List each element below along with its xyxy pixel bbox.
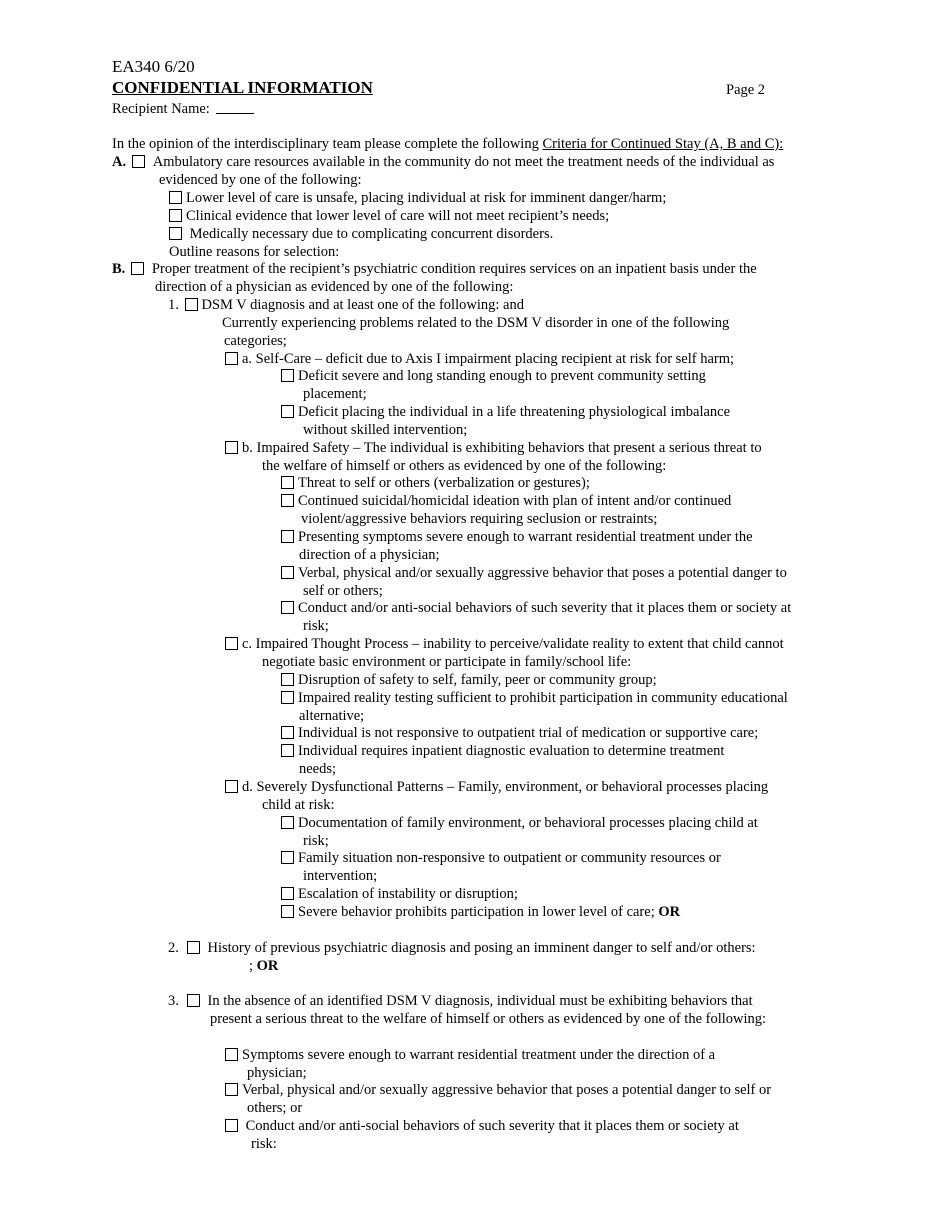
item-1-text: DSM V diagnosis and at least one of the following: and <box>201 297 524 313</box>
outline-reasons: Outline reasons for selection: <box>169 244 340 260</box>
item-3-line1 <box>168 992 753 1010</box>
subsection-c-checkbox[interactable] <box>225 637 238 650</box>
checkbox[interactable] <box>281 494 294 507</box>
item-text: Severe behavior prohibits participation in lower level of care; <box>298 904 659 920</box>
item-3-sub <box>225 1117 739 1135</box>
subsection-d-title <box>225 778 768 796</box>
item-text: Lower level of care is unsafe, placing individual at risk for imminent danger/harm; <box>186 190 667 206</box>
section-b-label: B <box>112 261 122 277</box>
checkbox[interactable] <box>281 673 294 686</box>
item-text: Family situation non-responsive to outpatient or community resources or <box>298 850 721 866</box>
sub-item <box>281 742 724 760</box>
sub-item <box>281 528 753 546</box>
section-a-line2: evidenced by one of the following: <box>159 172 362 188</box>
subsection-a-checkbox[interactable] <box>225 352 238 365</box>
item-text: Conduct and/or anti-social behaviors of such severity that it places them or society at <box>242 1118 739 1134</box>
item-text: Verbal, physical and/or sexually aggressive behavior that poses a potential danger to self or <box>242 1082 772 1098</box>
item-2-checkbox[interactable] <box>187 941 200 954</box>
sub-item-cont: risk; <box>303 833 329 849</box>
subsection-b-title2: the welfare of himself or others as evidenced by one of the following: <box>262 458 667 474</box>
sub-item <box>281 814 758 832</box>
intro-text-body: In the opinion of the interdisciplinary team please complete the following <box>112 136 543 152</box>
sub-item <box>281 724 758 742</box>
checkbox[interactable] <box>281 566 294 579</box>
subsection-c-title <box>225 635 784 653</box>
sub-item-cont: intervention; <box>303 868 378 884</box>
sub-item-cont: placement; <box>303 386 367 402</box>
checkbox[interactable] <box>281 905 294 918</box>
checkbox[interactable] <box>169 191 182 204</box>
sub-item-cont: self or others; <box>303 583 383 599</box>
subsection-d-checkbox[interactable] <box>225 780 238 793</box>
item-1-line2: Currently experiencing problems related to the DSM V disorder in one of the following <box>222 315 730 331</box>
section-a-item <box>169 189 666 207</box>
item-2-text: History of previous psychiatric diagnosis and posing an imminent danger to self and/or others: <box>207 940 756 956</box>
item-text: Deficit severe and long standing enough to prevent community setting <box>298 368 706 384</box>
subsection-c-text: c. Impaired Thought Process – inability to perceive/validate reality to extent that child cannot <box>242 636 784 652</box>
item-text: Continued suicidal/homicidal ideation with plan of intent and/or continued <box>298 493 732 509</box>
subsection-c-title2: negotiate basic environment or participate in family/school life: <box>262 654 632 670</box>
item-text: Disruption of safety to self, family, peer or community group; <box>298 672 657 688</box>
sub-item <box>281 367 706 385</box>
sub-item <box>281 564 787 582</box>
item-3-text: In the absence of an identified DSM V diagnosis, individual must be exhibiting behaviors that <box>207 993 753 1009</box>
section-a-label: A <box>112 154 123 170</box>
item-3-sub-cont: risk: <box>251 1136 277 1152</box>
sub-item <box>281 474 590 492</box>
checkbox[interactable] <box>281 369 294 382</box>
checkbox[interactable] <box>281 744 294 757</box>
item-3-sub-cont: physician; <box>247 1065 307 1081</box>
item-3-sub-cont: others; or <box>247 1100 303 1116</box>
section-a-text: Ambulatory care resources available in the community do not meet the treatment needs of the individual as <box>152 154 775 170</box>
subsection-b-checkbox[interactable] <box>225 441 238 454</box>
sub-item <box>281 671 657 689</box>
section-b-text: Proper treatment of the recipient’s psychiatric condition requires services on an inpatient basis under the <box>151 261 757 277</box>
checkbox[interactable] <box>281 726 294 739</box>
checkbox[interactable] <box>169 227 182 240</box>
item-text: Documentation of family environment, or behavioral processes placing child at <box>298 815 758 831</box>
intro-text <box>112 135 783 153</box>
sub-item <box>281 492 731 510</box>
section-b-line2: direction of a physician as evidenced by one of the following: <box>155 279 514 295</box>
item-text: Presenting symptoms severe enough to warrant residential treatment under the <box>298 529 753 545</box>
sub-item <box>281 849 721 867</box>
item-text: Verbal, physical and/or sexually aggressive behavior that poses a potential danger to <box>298 565 787 581</box>
section-a-line1: A. Ambulatory care resources available in the community do not meet the treatment needs of the individual as <box>112 154 775 170</box>
sub-item-cont: without skilled intervention; <box>303 422 468 438</box>
or-label: OR <box>658 904 681 920</box>
checkbox[interactable] <box>281 405 294 418</box>
item-text: Conduct and/or anti-social behaviors of such severity that it places them or society at <box>298 600 792 616</box>
item-2-line2 <box>249 957 278 975</box>
or-label: OR <box>256 958 279 974</box>
item-2-semicolon: ; <box>249 958 257 974</box>
item-3-checkbox[interactable] <box>187 994 200 1007</box>
subsection-a-text: a. Self-Care – deficit due to Axis I impairment placing recipient at risk for self harm; <box>242 351 735 367</box>
section-a-checkbox[interactable] <box>132 155 145 168</box>
recipient-name-blank[interactable] <box>216 101 254 114</box>
item-1-line3: categories; <box>224 333 287 349</box>
subsection-b-text: b. Impaired Safety – The individual is exhibiting behaviors that present a serious threat to <box>242 440 762 456</box>
item-2-line1 <box>168 939 756 957</box>
item-text: Individual requires inpatient diagnostic evaluation to determine treatment <box>298 743 725 759</box>
subsection-a-title <box>225 350 734 368</box>
checkbox[interactable] <box>281 530 294 543</box>
checkbox[interactable] <box>281 601 294 614</box>
item-3-sub <box>225 1046 715 1064</box>
item-text: Clinical evidence that lower level of care will not meet recipient’s needs; <box>186 208 610 224</box>
item-1-line1 <box>168 296 524 314</box>
item-3-sub <box>225 1081 771 1099</box>
sub-item <box>281 903 680 921</box>
subsection-b-title <box>225 439 762 457</box>
item-3-number: 3. <box>168 993 179 1009</box>
item-text: Symptoms severe enough to warrant residential treatment under the direction of a <box>242 1047 716 1063</box>
section-b-line1: B. Proper treatment of the recipient’s psychiatric condition requires services on an inpatient basis under the <box>112 261 757 277</box>
sub-item-cont: needs; <box>299 761 337 777</box>
page-number: Page 2 <box>726 82 766 98</box>
checkbox[interactable] <box>225 1119 238 1132</box>
sub-item-cont: risk; <box>303 618 329 634</box>
subsection-d-text: d. Severely Dysfunctional Patterns – Family, environment, or behavioral processes placing <box>242 779 769 795</box>
sub-item <box>281 689 788 707</box>
section-a-item <box>169 207 609 225</box>
sub-item <box>281 403 730 421</box>
item-text: Impaired reality testing sufficient to prohibit participation in community educational <box>298 690 788 706</box>
sub-item <box>281 885 518 903</box>
criteria-heading: Criteria for Continued Stay (A, B and C): <box>542 136 784 152</box>
item-1-number: 1. <box>168 297 179 313</box>
sub-item-cont: alternative; <box>299 708 365 724</box>
sub-item <box>281 599 791 617</box>
checkbox[interactable] <box>281 476 294 489</box>
subsection-d-title2: child at risk: <box>262 797 335 813</box>
page-title: CONFIDENTIAL INFORMATION <box>112 78 373 97</box>
checkbox[interactable] <box>281 887 294 900</box>
recipient-name-label: Recipient Name: <box>112 101 210 117</box>
checkbox[interactable] <box>281 816 294 829</box>
item-text: Threat to self or others (verbalization or gestures); <box>298 475 590 491</box>
item-text: Deficit placing the individual in a life threatening physiological imbalance <box>298 404 731 420</box>
item-text: Medically necessary due to complicating concurrent disorders. <box>186 226 554 242</box>
item-3-line2: present a serious threat to the welfare of himself or others as evidenced by one of the following: <box>210 1011 767 1027</box>
item-text: Individual is not responsive to outpatient trial of medication or supportive care; <box>298 725 759 741</box>
checkbox[interactable] <box>225 1048 238 1061</box>
checkbox[interactable] <box>225 1083 238 1096</box>
item-1-checkbox[interactable] <box>185 298 198 311</box>
item-2-number: 2. <box>168 940 179 956</box>
item-text: Escalation of instability or disruption; <box>298 886 518 902</box>
section-b-checkbox[interactable] <box>131 262 144 275</box>
checkbox[interactable] <box>169 209 182 222</box>
checkbox[interactable] <box>281 691 294 704</box>
form-id: EA340 6/20 <box>112 57 195 76</box>
section-a-item <box>169 225 553 243</box>
checkbox[interactable] <box>281 851 294 864</box>
sub-item-cont: direction of a physician; <box>299 547 440 563</box>
sub-item-cont: violent/aggressive behaviors requiring seclusion or restraints; <box>301 511 658 527</box>
recipient-name-field[interactable] <box>112 100 254 118</box>
